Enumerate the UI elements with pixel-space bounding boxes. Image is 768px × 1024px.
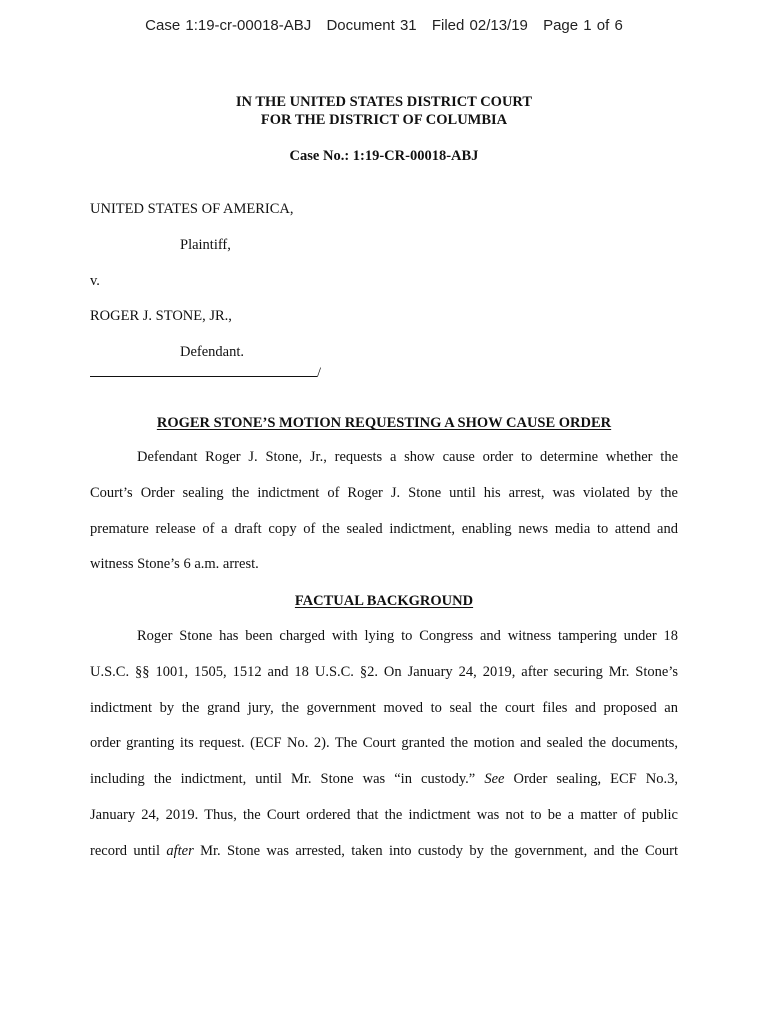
plaintiff-role: Plaintiff,	[180, 237, 231, 253]
after-emphasis: after	[166, 842, 194, 859]
background-text: record until	[90, 842, 167, 859]
motion-title: ROGER STONE’S MOTION REQUESTING A SHOW CAUSE ORDER	[156, 415, 612, 431]
header-filed-date: Filed 02/13/19	[431, 17, 528, 34]
background-text: Mr. Stone was arrested, taken into custody by the government, and the Court	[193, 842, 678, 859]
plaintiff-name: UNITED STATES OF AMERICA,	[90, 201, 294, 217]
background-line: order granting its request. (ECF No. 2). The Court granted the motion and sealed the documents,	[90, 735, 678, 752]
section-heading: FACTUAL BACKGROUND	[294, 593, 474, 609]
background-text: including the indictment, until Mr. Stone was “in custody.”	[90, 771, 485, 788]
defendant-name: ROGER J. STONE, JR.,	[90, 308, 232, 324]
intro-line: witness Stone’s 6 a.m. arrest.	[90, 556, 259, 573]
defendant-role: Defendant.	[180, 344, 245, 360]
background-line: January 24, 2019. Thus, the Court ordered that the indictment was not to be a matter of public	[90, 806, 678, 823]
caption-slash: /	[317, 365, 322, 381]
intro-line: Court’s Order sealing the indictment of Roger J. Stone until his arrest, was violated by the	[90, 484, 678, 501]
case-number-heading: Case No.: 1:19-CR-00018-ABJ	[289, 148, 479, 164]
caption-rule	[90, 364, 317, 377]
intro-paragraph	[90, 440, 678, 583]
header-document-number: Document 31	[326, 17, 417, 34]
versus: v.	[90, 273, 100, 289]
filing-header	[0, 17, 768, 34]
background-text: Order sealing, ECF No.3,	[504, 771, 678, 788]
court-name-line1: IN THE UNITED STATES DISTRICT COURT	[235, 94, 533, 110]
intro-line: Defendant Roger J. Stone, Jr., requests a show cause order to determine whether the	[137, 449, 678, 465]
header-page-number: Page 1 of 6	[543, 17, 623, 34]
caption-signature-line	[90, 364, 321, 382]
background-line	[90, 762, 678, 798]
background-line: Roger Stone has been charged with lying to Congress and witness tampering under 18	[137, 628, 678, 644]
background-paragraph	[90, 619, 678, 870]
background-line	[90, 834, 678, 870]
court-name-line2: FOR THE DISTRICT OF COLUMBIA	[260, 112, 508, 128]
intro-line: premature release of a draft copy of the sealed indictment, enabling news media to attend and	[90, 520, 678, 537]
background-line: indictment by the grand jury, the government moved to seal the court files and proposed an	[90, 699, 678, 716]
header-case-number: Case 1:19-cr-00018-ABJ	[145, 17, 312, 34]
background-line: U.S.C. §§ 1001, 1505, 1512 and 18 U.S.C. §2. On January 24, 2019, after securing Mr. Stone’s	[90, 663, 678, 680]
see-signal: See	[484, 771, 505, 788]
